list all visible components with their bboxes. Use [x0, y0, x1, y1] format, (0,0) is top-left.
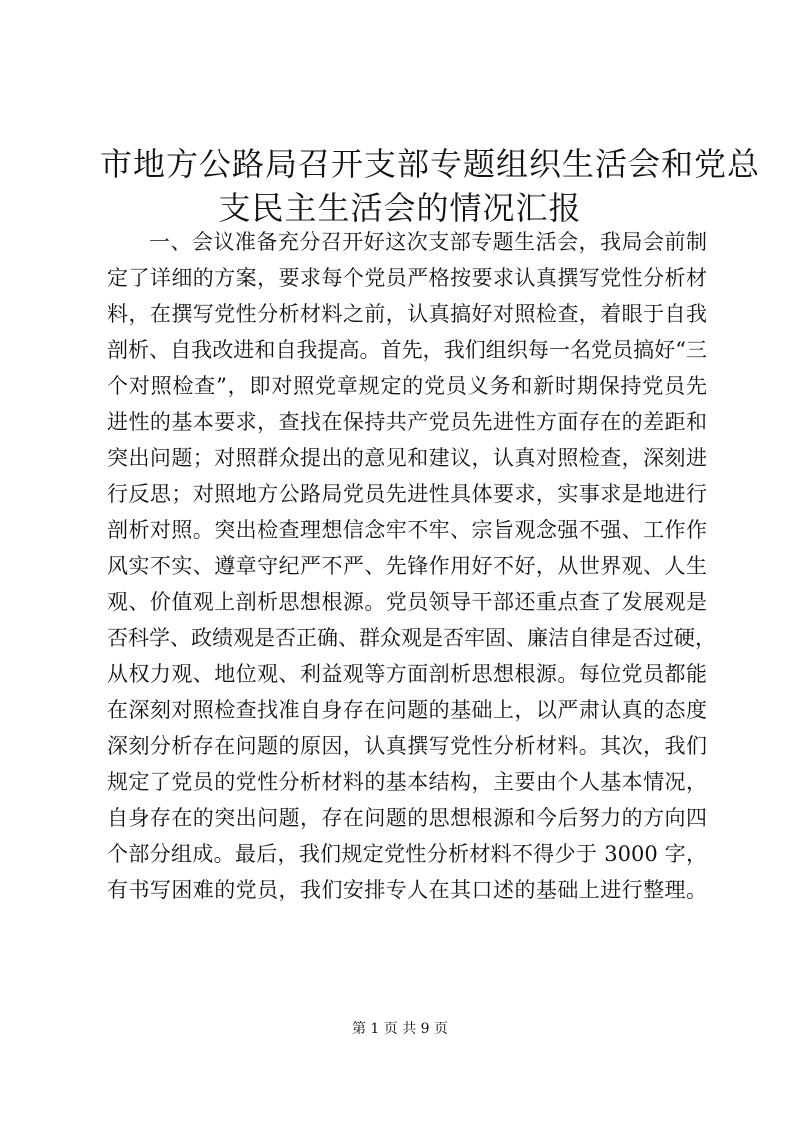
body-line: 料，在撰写党性分析材料之前，认真搞好对照检查，着眼于自我 [107, 302, 707, 326]
body-line: 深刻分析存在问题的原因，认真撰写党性分析材料。其次，我们 [107, 734, 707, 758]
body-line: 剖析、自我改进和自我提高。首先，我们组织每一名党员搞好“三 [107, 338, 707, 362]
body-line: 否科学、政绩观是否正确、群众观是否牢固、廉洁自律是否过硬， [107, 626, 716, 650]
title-line-2: 支民主生活会的情况汇报 [218, 189, 582, 227]
body-line: 进性的基本要求，查找在保持共产党员先进性方面存在的差距和 [107, 410, 707, 434]
body-line: 风实不实、遵章守纪严不严、先锋作用好不好，从世界观、人生 [107, 554, 707, 578]
body-line: 个部分组成。最后，我们规定党性分析材料不得少于 3000 字， [107, 842, 707, 866]
body-line: 个对照检查”，即对照党章规定的党员义务和新时期保持党员先 [107, 374, 707, 398]
body-line: 突出问题；对照群众提出的意见和建议，认真对照检查，深刻进 [107, 446, 707, 470]
body-line: 剖析对照。突出检查理想信念牢不牢、宗旨观念强不强、工作作 [107, 518, 707, 542]
document-title [100, 142, 761, 230]
body-paragraph [107, 224, 716, 908]
body-line: 自身存在的突出问题，存在问题的思想根源和今后努力的方向四 [107, 806, 707, 830]
title-line-1: 市地方公路局召开支部专题组织生活会和党总 [100, 145, 761, 183]
body-line: 行反思；对照地方公路局党员先进性具体要求，实事求是地进行 [107, 482, 707, 506]
body-line: 有书写困难的党员，我们安排专人在其口述的基础上进行整理。 [107, 878, 707, 902]
body-line: 一、会议准备充分召开好这次支部专题生活会，我局会前制 [149, 230, 707, 254]
page-number-footer: 第 1 页 共 9 页 [351, 1021, 449, 1037]
body-line: 从权力观、地位观、利益观等方面剖析思想根源。每位党员都能 [107, 662, 707, 686]
body-line: 规定了党员的党性分析材料的基本结构，主要由个人基本情况， [107, 770, 707, 794]
body-line: 定了详细的方案，要求每个党员严格按要求认真撰写党性分析材 [107, 266, 707, 290]
body-line: 观、价值观上剖析思想根源。党员领导干部还重点查了发展观是 [107, 590, 707, 614]
body-line: 在深刻对照检查找准自身存在问题的基础上，以严肃认真的态度 [107, 698, 707, 722]
